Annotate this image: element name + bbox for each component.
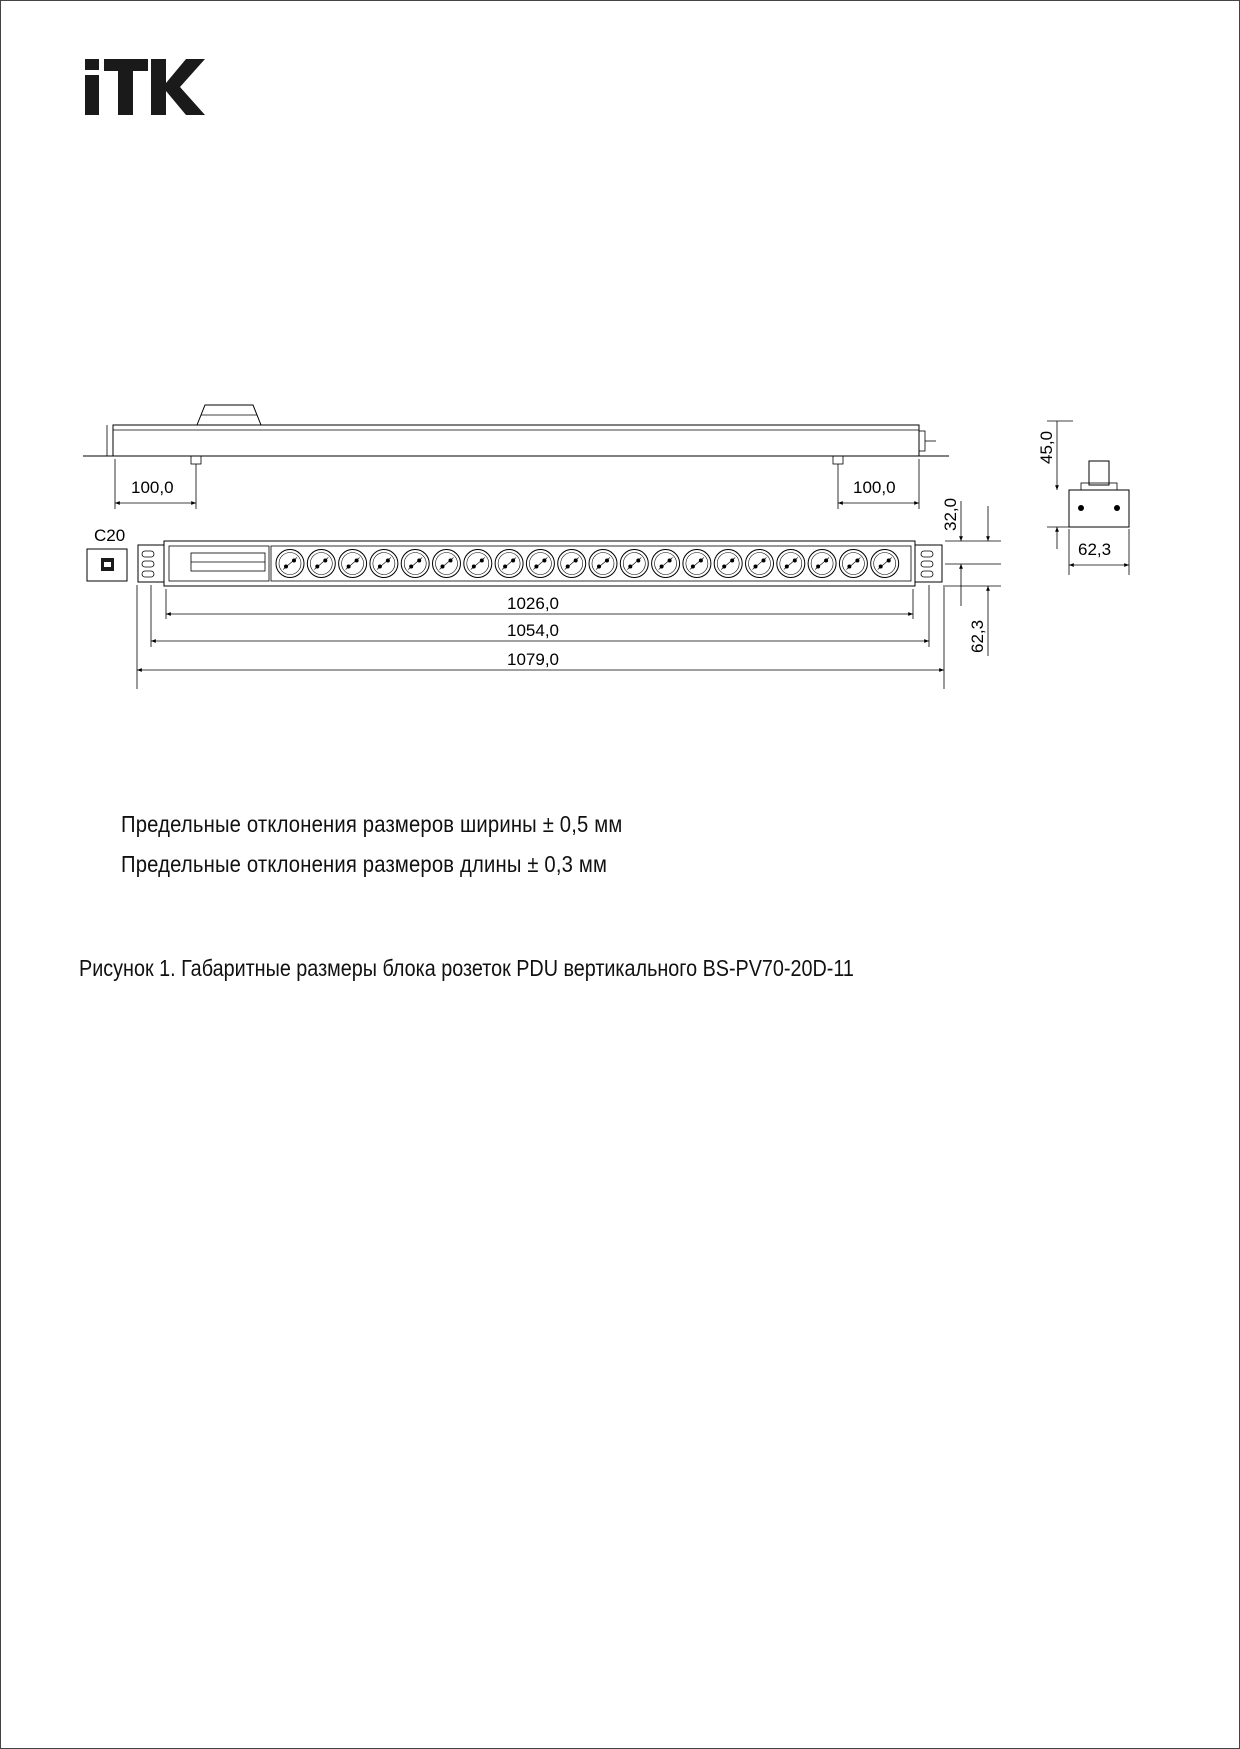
socket <box>652 550 680 578</box>
dim-label-offset-right: 100,0 <box>853 478 896 497</box>
dim-label-inner-length: 1026,0 <box>507 594 559 613</box>
socket <box>808 550 836 578</box>
dim-label-mount-length: 1054,0 <box>507 621 559 640</box>
side-view <box>83 405 949 470</box>
dim-lengths <box>137 585 944 689</box>
socket <box>558 550 586 578</box>
dim-label-end-height: 45,0 <box>1037 430 1056 464</box>
dim-label-profile-height: 32,0 <box>941 497 960 531</box>
socket <box>526 550 554 578</box>
dim-offset-right <box>838 459 919 509</box>
socket <box>339 550 367 578</box>
socket <box>401 550 429 578</box>
connector-label: C20 <box>94 526 126 545</box>
dim-front-heights <box>941 498 1001 656</box>
end-view <box>1037 421 1129 575</box>
socket <box>589 550 617 578</box>
socket <box>495 550 523 578</box>
dimension-drawing <box>1 1 1239 721</box>
socket <box>871 550 899 578</box>
dim-label-total-length: 1079,0 <box>507 650 559 669</box>
socket <box>464 550 492 578</box>
socket <box>714 550 742 578</box>
front-view <box>87 526 942 586</box>
socket <box>620 550 648 578</box>
length-tolerance-note: Предельные отклонения размеров длины ± 0,3 мм <box>121 851 608 877</box>
dim-label-end-width: 62,3 <box>1078 540 1112 559</box>
socket <box>276 550 304 578</box>
socket-row <box>276 550 899 578</box>
width-tolerance-note: Предельные отклонения размеров ширины ± 0,5 мм <box>121 811 623 837</box>
socket <box>307 550 335 578</box>
dim-label-side-width: 62,3 <box>968 619 987 653</box>
socket <box>683 550 711 578</box>
socket <box>433 550 461 578</box>
socket <box>777 550 805 578</box>
dim-offset-left <box>115 459 196 509</box>
dim-label-offset-left: 100,0 <box>131 478 174 497</box>
socket <box>746 550 774 578</box>
figure-caption: Рисунок 1. Габаритные размеры блока розеток PDU вертикального BS-PV70-20D-11 <box>79 955 854 981</box>
socket <box>839 550 867 578</box>
socket <box>370 550 398 578</box>
